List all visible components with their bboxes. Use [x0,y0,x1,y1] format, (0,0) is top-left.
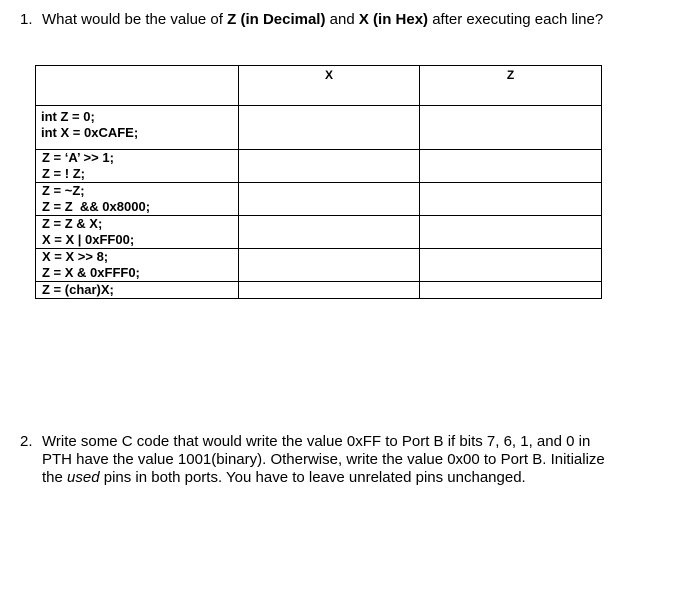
table-row [36,216,602,249]
z-answer-cell[interactable] [420,150,602,183]
table-row [36,282,602,299]
answer-table [35,65,602,299]
code-cell [36,282,239,299]
table-row [36,183,602,216]
table-row [36,150,602,183]
x-answer-cell[interactable] [239,106,420,150]
x-answer-cell[interactable] [239,183,420,216]
code-line: int Z = 0; [41,109,95,124]
z-answer-cell[interactable] [420,183,602,216]
question-1-text: What would be the value of Z (in Decimal) and X (in Hex) after executing each line? [42,11,604,28]
z-answer-cell[interactable] [420,282,602,299]
header-code [36,66,239,106]
table-header-row [36,66,602,106]
code-cell [36,249,239,282]
code-cell [36,216,239,249]
question-2-text: Write some C code that would write the value 0xFF to Port B if bits 7, 6, 1, and 0 in PTH have the value 1001(binary). Otherwise, write the value 0x00 to Port B. Initialize the used pins in both ports. You have to leave unrelated pins unchanged. [42,433,605,486]
code-cell [36,106,239,150]
code-line: int X = 0xCAFE; [41,125,139,140]
code-line: Z = ~Z; [42,183,85,198]
used-emphasis: used [67,469,100,486]
code-line: Z = ‘A’ >> 1; [42,150,114,165]
question-2-number: 2. [20,433,33,450]
z-answer-cell[interactable] [420,106,602,150]
code-line: Z = (char)X; [42,282,114,297]
code-cell [36,183,239,216]
code-line: Z = Z & X; [42,216,103,231]
code-line: Z = ! Z; [42,166,85,181]
header-x: X [239,66,420,106]
x-hex-label: X (in Hex) [358,11,429,28]
x-answer-cell[interactable] [239,150,420,183]
z-answer-cell[interactable] [420,249,602,282]
code-line: X = X | 0xFF00; [42,232,135,247]
header-z: Z [420,66,602,106]
code-line: X = X >> 8; [42,249,109,264]
x-answer-cell[interactable] [239,216,420,249]
question-1-number: 1. [20,11,33,28]
code-line: Z = X & 0xFFF0; [42,265,140,280]
x-answer-cell[interactable] [239,282,420,299]
x-answer-cell[interactable] [239,249,420,282]
z-decimal-label: Z (in Decimal) [227,11,326,28]
z-answer-cell[interactable] [420,216,602,249]
code-cell [36,150,239,183]
code-line: Z = Z && 0x8000; [42,199,151,214]
table-row [36,249,602,282]
table-row [36,106,602,150]
